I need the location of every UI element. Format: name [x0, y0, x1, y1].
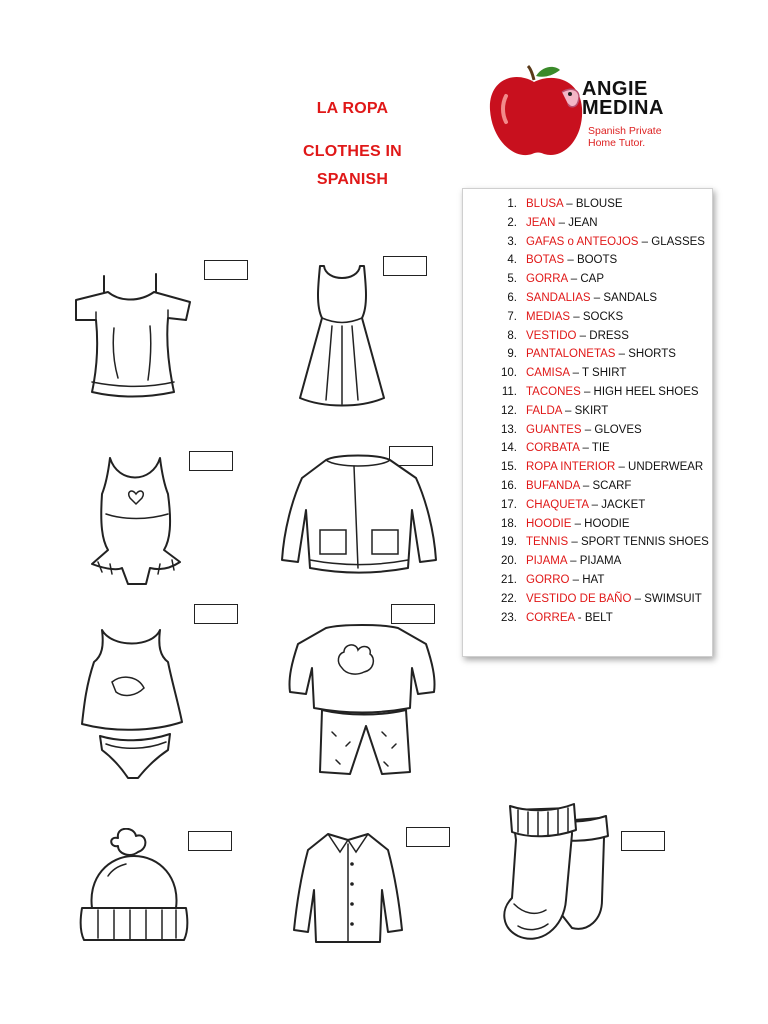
vocabulary-separator: – — [555, 216, 569, 229]
vocabulary-spanish-word: PANTALONETAS — [526, 348, 616, 361]
vocabulary-item — [463, 458, 712, 477]
vocabulary-separator: – — [615, 348, 629, 361]
vocabulary-item — [463, 289, 712, 308]
vocabulary-item — [463, 439, 712, 458]
vocabulary-english-word: DRESS — [589, 329, 629, 342]
vocabulary-english-word: SWIMSUIT — [644, 592, 702, 605]
vocabulary-spanish-word: FALDA — [526, 404, 562, 417]
vocabulary-spanish-word: GORRO — [526, 573, 570, 586]
vocabulary-item — [463, 327, 712, 346]
answer-box-dress[interactable] — [383, 256, 427, 276]
vocabulary-item-number: 6. — [507, 291, 517, 304]
vocabulary-item-number: 13. — [501, 423, 517, 436]
vocabulary-english-word: SANDALS — [603, 291, 658, 304]
answer-box-underwear[interactable] — [194, 604, 238, 624]
answer-box-socks[interactable] — [621, 831, 665, 851]
logo-name-first: ANGIE — [582, 78, 648, 100]
answer-box-blouse[interactable] — [204, 260, 248, 280]
vocabulary-item-number: 22. — [501, 592, 517, 605]
vocabulary-item — [463, 345, 712, 364]
vocabulary-item-number: 8. — [507, 329, 517, 342]
answer-box-pijama[interactable] — [391, 604, 435, 624]
vocabulary-spanish-word: JEAN — [526, 216, 556, 229]
vocabulary-separator: – — [638, 235, 652, 248]
vocabulary-english-word: HOODIE — [584, 517, 630, 530]
vocabulary-item-number: 21. — [501, 573, 517, 586]
vocabulary-spanish-word: CORBATA — [526, 442, 580, 455]
vocabulary-item-number: 15. — [501, 461, 517, 474]
hat-icon — [78, 828, 190, 946]
vocabulary-item — [463, 533, 712, 552]
vocabulary-item — [463, 477, 712, 496]
vocabulary-separator: – — [579, 479, 593, 492]
vocabulary-list — [462, 188, 713, 657]
vocabulary-english-word: JEAN — [568, 216, 598, 229]
vocabulary-item-number: 12. — [501, 404, 517, 417]
vocabulary-item-number: 19. — [501, 536, 517, 549]
vocabulary-item — [463, 214, 712, 233]
vocabulary-english-word: TIE — [591, 442, 610, 455]
vocabulary-spanish-word: VESTIDO — [526, 329, 577, 342]
vocabulary-separator: – — [563, 198, 576, 210]
vocabulary-spanish-word: TENNIS — [526, 536, 569, 549]
vocabulary-separator: – — [588, 498, 602, 511]
vocabulary-item — [463, 270, 712, 289]
vocabulary-separator: – — [561, 404, 575, 417]
vocabulary-spanish-word: HOODIE — [526, 517, 572, 530]
vocabulary-separator: – — [566, 555, 580, 568]
vocabulary-english-word: SCARF — [592, 479, 632, 492]
logo-name-last: MEDINA — [582, 97, 664, 119]
vocabulary-english-word: SHORTS — [628, 348, 676, 361]
logo-tagline-1: Spanish Private — [588, 125, 662, 137]
vocabulary-english-word: GLOVES — [594, 423, 642, 436]
socks-icon — [492, 800, 617, 950]
vocabulary-english-word: HIGH HEEL SHOES — [593, 385, 699, 398]
vocabulary-english-word: SOCKS — [582, 310, 624, 323]
vocabulary-english-word: SPORT TENNIS SHOES — [580, 536, 709, 549]
vocabulary-item-number: 1. — [507, 198, 517, 210]
vocabulary-item-number: 10. — [501, 367, 517, 380]
underwear-icon — [72, 626, 192, 786]
apple-logo-icon — [484, 62, 594, 162]
vocabulary-item — [463, 402, 712, 421]
vocabulary-spanish-word: BLUSA — [526, 198, 564, 210]
vocabulary-separator: – — [571, 517, 585, 530]
vocabulary-item — [463, 233, 712, 252]
vocabulary-english-word: HAT — [582, 573, 605, 586]
vocabulary-english-word: PIJAMA — [579, 555, 622, 568]
vocabulary-english-word: T SHIRT — [582, 367, 627, 380]
jacket-icon — [276, 450, 441, 575]
vocabulary-separator: – — [615, 461, 629, 474]
vocabulary-separator: – — [576, 329, 590, 342]
vocabulary-separator: – — [567, 273, 581, 286]
vocabulary-spanish-word: MEDIAS — [526, 310, 571, 323]
dress-icon — [300, 266, 384, 406]
vocabulary-english-word: BELT — [584, 611, 613, 624]
vocabulary-item-number: 9. — [507, 348, 517, 361]
vocabulary-item-number: 4. — [507, 254, 517, 267]
vocabulary-item — [463, 552, 712, 571]
blouse-icon — [68, 268, 198, 403]
vocabulary-spanish-word: VESTIDO DE BAÑO — [526, 592, 632, 605]
vocabulary-separator: – — [590, 291, 604, 304]
vocabulary-item — [463, 421, 712, 440]
vocabulary-item-number: 18. — [501, 517, 517, 530]
vocabulary-separator: – — [581, 423, 595, 436]
vocabulary-spanish-word: BOTAS — [526, 254, 565, 267]
vocabulary-separator: – — [569, 573, 583, 586]
worksheet-title: LA ROPA — [316, 100, 389, 117]
worksheet-subtitle: CLOTHES IN SPANISH — [303, 143, 402, 188]
vocabulary-english-word: SKIRT — [574, 404, 609, 417]
vocabulary-item-number: 7. — [507, 310, 517, 323]
vocabulary-item-number: 5. — [507, 273, 517, 286]
vocabulary-item-number: 2. — [507, 216, 517, 229]
logo-tagline-2: Home Tutor. — [588, 137, 646, 149]
vocabulary-item-number: 11. — [501, 385, 517, 398]
vocabulary-item — [463, 195, 712, 214]
vocabulary-spanish-word: GUANTES — [526, 423, 582, 436]
vocabulary-spanish-word: CAMISA — [526, 367, 570, 380]
vocabulary-spanish-word: BUFANDA — [526, 479, 580, 492]
vocabulary-item — [463, 364, 712, 383]
answer-box-swimsuit[interactable] — [189, 451, 233, 471]
vocabulary-item — [463, 609, 712, 628]
vocabulary-item — [463, 590, 712, 609]
vocabulary-item-number: 23. — [501, 611, 517, 624]
vocabulary-item — [463, 496, 712, 515]
vocabulary-spanish-word: PIJAMA — [526, 555, 567, 568]
vocabulary-english-word: UNDERWEAR — [628, 461, 704, 474]
vocabulary-item-number: 20. — [501, 555, 517, 568]
vocabulary-separator: - — [574, 611, 585, 624]
vocabulary-spanish-word: TACONES — [526, 385, 581, 398]
swimsuit-icon — [88, 454, 183, 589]
vocabulary-spanish-word: ROPA INTERIOR — [526, 461, 616, 474]
vocabulary-spanish-word: GORRA — [526, 273, 568, 286]
answer-box-shirt[interactable] — [406, 827, 450, 847]
tutor-logo — [484, 62, 684, 162]
answer-box-hat[interactable] — [188, 831, 232, 851]
vocabulary-english-word: BOOTS — [576, 254, 618, 267]
vocabulary-english-word: JACKET — [601, 498, 646, 511]
pijama-icon — [286, 622, 441, 780]
vocabulary-ordered-list — [463, 189, 712, 627]
vocabulary-separator: – — [569, 367, 583, 380]
vocabulary-item-number: 16. — [501, 479, 517, 492]
vocabulary-item-number: 14. — [501, 442, 517, 455]
vocabulary-item — [463, 308, 712, 327]
vocabulary-item — [463, 515, 712, 534]
vocabulary-separator: – — [579, 442, 592, 455]
shirt-icon — [292, 830, 404, 948]
vocabulary-english-word: BLOUSE — [575, 198, 623, 210]
vocabulary-spanish-word: CHAQUETA — [526, 498, 589, 511]
vocabulary-spanish-word: SANDALIAS — [526, 291, 591, 304]
vocabulary-separator: – — [631, 592, 645, 605]
vocabulary-separator: – — [568, 536, 581, 549]
vocabulary-spanish-word: CORREA — [526, 611, 575, 624]
vocabulary-item — [463, 251, 712, 270]
vocabulary-item — [463, 383, 712, 402]
vocabulary-separator: – — [570, 310, 583, 323]
vocabulary-item-number: 3. — [507, 235, 517, 248]
vocabulary-spanish-word: GAFAS o ANTEOJOS — [526, 235, 639, 248]
vocabulary-separator: – — [564, 254, 577, 267]
vocabulary-separator: – — [580, 385, 594, 398]
vocabulary-item — [463, 571, 712, 590]
vocabulary-item-number: 17. — [501, 498, 517, 511]
vocabulary-english-word: CAP — [580, 273, 604, 286]
vocabulary-english-word: GLASSES — [651, 235, 705, 248]
